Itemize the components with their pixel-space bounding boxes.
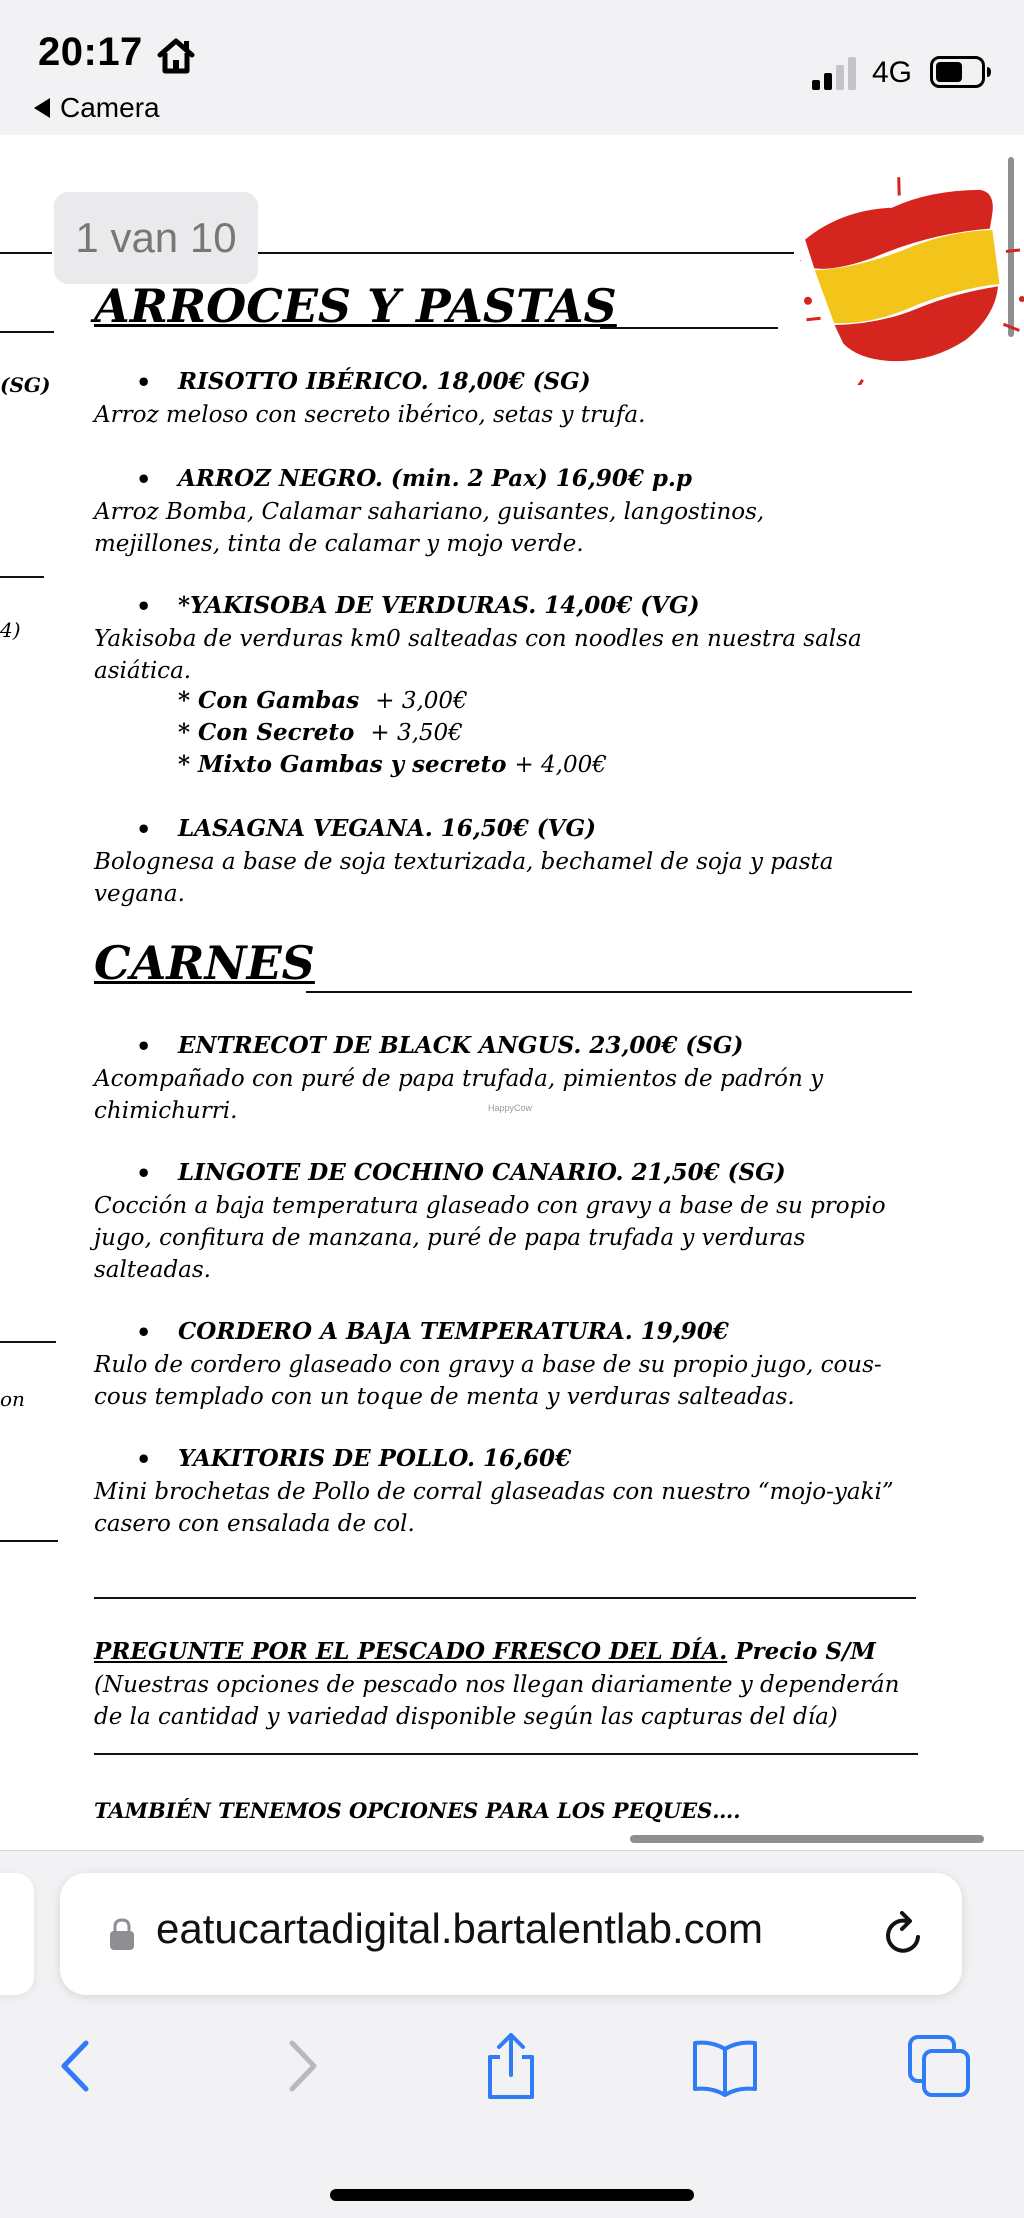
- back-to-camera-link[interactable]: [34, 92, 160, 124]
- bullet: •: [136, 1032, 152, 1061]
- previous-tab-peek[interactable]: [0, 1873, 34, 1995]
- browser-toolbar: [0, 1850, 1024, 2218]
- cellular-signal-icon: [812, 56, 860, 90]
- tabs-icon[interactable]: [904, 2031, 974, 2101]
- menu-item-description: Cocción a baja temperatura glaseado con gravy a base de su propio: [94, 1193, 886, 1219]
- status-bar: [0, 0, 1024, 135]
- menu-item-description: Acompañado con puré de papa trufada, pimientos de padrón y: [94, 1066, 824, 1092]
- menu-item-extra: * Con Secreto + 3,50€: [178, 719, 463, 746]
- menu-item-title: ENTRECOT DE BLACK ANGUS. 23,00€ (SG): [178, 1032, 744, 1059]
- menu-item-description: Rulo de cordero glaseado con gravy a base de su propio jugo, cous-: [94, 1352, 882, 1378]
- menu-item-description: salteadas.: [94, 1257, 211, 1283]
- rule: [94, 1597, 916, 1599]
- share-icon[interactable]: [476, 2031, 546, 2101]
- menu-item-description: Bolognesa a base de soja texturizada, bechamel de soja y pasta: [94, 849, 834, 875]
- rule: [0, 1341, 56, 1343]
- left-page-fragment: (SG): [0, 373, 51, 397]
- bullet: •: [136, 815, 152, 844]
- menu-item-description: mejillones, tinta de calamar y mojo verde.: [94, 531, 584, 557]
- back-arrow-icon: [34, 98, 50, 118]
- back-arrow-icon[interactable]: [44, 2031, 114, 2101]
- home-icon: [156, 36, 196, 74]
- watermark: HappyCow: [488, 1103, 533, 1113]
- menu-item-title: ARROZ NEGRO. (min. 2 Pax) 16,90€ p.p: [178, 465, 693, 492]
- left-page-fragment: on: [0, 1387, 25, 1411]
- menu-item-description: Yakisoba de verduras km0 salteadas con noodles en nuestra salsa: [94, 626, 862, 652]
- menu-item-description: cous templado con un toque de menta y verduras salteadas.: [94, 1384, 795, 1410]
- menu-item-title: LASAGNA VEGANA. 16,50€ (VG): [178, 815, 597, 842]
- menu-item-title: *YAKISOBA DE VERDURAS. 14,00€ (VG): [178, 592, 700, 619]
- back-label: Camera: [60, 92, 160, 123]
- bullet: •: [136, 592, 152, 621]
- horizontal-scrollbar[interactable]: [630, 1835, 984, 1843]
- rule: [0, 252, 52, 254]
- menu-item-title: RISOTTO IBÉRICO. 18,00€ (SG): [178, 368, 591, 395]
- fresh-fish-note-description: (Nuestras opciones de pescado nos llegan diariamente y dependerán: [94, 1672, 900, 1698]
- lock-icon: [108, 1917, 136, 1951]
- bullet: •: [136, 1445, 152, 1474]
- rule: [0, 331, 54, 333]
- url-text[interactable]: eatucartadigital.bartalentlab.com: [156, 1905, 764, 1952]
- rule: [306, 991, 912, 993]
- page-indicator: 1 van 10: [54, 192, 258, 284]
- bullet: •: [136, 465, 152, 494]
- menu-item-extra: * Mixto Gambas y secreto + 4,00€: [178, 751, 607, 778]
- rule: [0, 576, 44, 578]
- rule: [258, 252, 794, 254]
- menu-item-description: Arroz meloso con secreto ibérico, setas y trufa.: [94, 402, 646, 428]
- menu-item-description: Mini brochetas de Pollo de corral glaseadas con nuestro “mojo-yaki”: [94, 1479, 894, 1505]
- kids-options-note: TAMBIÉN TENEMOS OPCIONES PARA LOS PEQUES….: [94, 1798, 741, 1823]
- home-indicator[interactable]: [330, 2189, 694, 2201]
- bookmarks-icon[interactable]: [690, 2031, 760, 2101]
- menu-item-description: asiática.: [94, 658, 192, 684]
- section-heading: ARROCES Y PASTAS: [94, 279, 617, 333]
- menu-document[interactable]: [0, 135, 1024, 1850]
- menu-item-title: YAKITORIS DE POLLO. 16,60€: [178, 1445, 572, 1472]
- bullet: •: [136, 368, 152, 397]
- menu-item-description: chimichurri.: [94, 1098, 238, 1124]
- spain-flag-map-decoration: [800, 175, 1024, 385]
- menu-item-description: vegana.: [94, 881, 185, 907]
- bullet: •: [136, 1318, 152, 1347]
- menu-item-title: CORDERO A BAJA TEMPERATURA. 19,90€: [178, 1318, 729, 1345]
- menu-item-extra: * Con Gambas + 3,00€: [178, 687, 468, 714]
- status-time: 20:17: [38, 30, 143, 74]
- menu-item-description: jugo, confitura de manzana, puré de papa trufada y verduras: [94, 1225, 806, 1251]
- fresh-fish-note-description: de la cantidad y variedad disponible según las capturas del día): [94, 1704, 838, 1730]
- rule: [0, 1540, 58, 1542]
- address-bar[interactable]: [60, 1873, 962, 1995]
- bullet: •: [136, 1159, 152, 1188]
- left-page-fragment: 4): [0, 618, 21, 642]
- forward-arrow-icon[interactable]: [264, 2031, 334, 2101]
- rule: [600, 327, 778, 329]
- reload-icon[interactable]: [880, 1909, 928, 1959]
- menu-item-description: casero con ensalada de col.: [94, 1511, 415, 1537]
- section-heading: CARNES: [94, 936, 315, 990]
- menu-item-title: LINGOTE DE COCHINO CANARIO. 21,50€ (SG): [178, 1159, 786, 1186]
- menu-item-description: Arroz Bomba, Calamar sahariano, guisantes, langostinos,: [94, 499, 765, 525]
- fresh-fish-note-title: PREGUNTE POR EL PESCADO FRESCO DEL DÍA. Precio S/M: [94, 1638, 876, 1665]
- battery-icon: [930, 56, 992, 88]
- rule: [94, 1753, 918, 1755]
- network-type: 4G: [872, 56, 913, 89]
